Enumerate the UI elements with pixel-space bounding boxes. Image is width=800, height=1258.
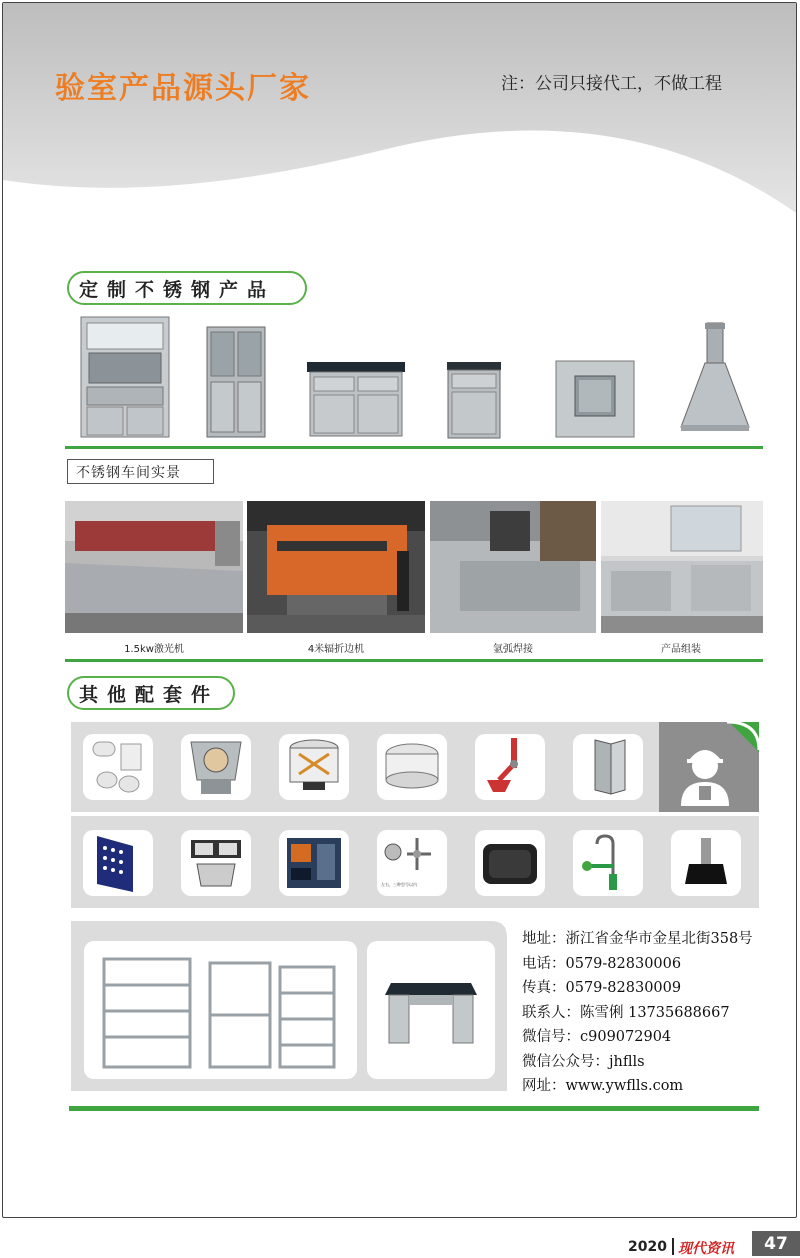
- contact-website[interactable]: 网址：www.ywflls.com: [522, 1078, 684, 1094]
- bending-machine-photo: [247, 501, 425, 633]
- reagent-cabinet-image: [206, 326, 266, 438]
- contact-fax: 传真：0579-82830009: [522, 980, 682, 996]
- exhaust-hood-image: [679, 321, 751, 433]
- worker-avatar-tile: [659, 722, 759, 812]
- workshop-title: 不锈钢车间实景: [67, 459, 214, 484]
- faucet-connectors-icon: [377, 830, 447, 896]
- caption-laser: 1.5kw激光机: [124, 644, 184, 655]
- header-wave: [3, 3, 797, 233]
- workbench-image: [367, 941, 495, 1079]
- green-divider-1: [65, 446, 763, 449]
- caption-assembly: 产品组装: [661, 644, 701, 655]
- laser-machine-photo: [65, 501, 243, 633]
- centrifugal-fan-icon: [181, 734, 251, 800]
- contact-phone: 电话：0579-82830006: [522, 955, 682, 972]
- contact-address: 地址：浙江省金华市金星北街358号: [522, 931, 753, 947]
- eyewash-icon: [573, 830, 643, 896]
- pvc-fittings-icon: [83, 734, 153, 800]
- workbench-card: [367, 941, 495, 1079]
- sink-basin-icon: [475, 830, 545, 896]
- leveling-foot-icon: [671, 830, 741, 896]
- tiny-caption: 左右，三种型号以内: [381, 882, 417, 887]
- control-panel-icon: [279, 830, 349, 896]
- contact-official-account: 微信公众号：jhflls: [522, 1053, 645, 1070]
- shelving-card: [84, 941, 357, 1079]
- green-divider-3: [69, 1106, 759, 1111]
- footer-magazine: 现代资讯: [678, 1241, 734, 1257]
- pipe-fan-icon: [279, 734, 349, 800]
- bench-cabinet-image: [306, 361, 406, 437]
- accessory-row-1: [71, 722, 759, 812]
- caption-welding: 氩弧焊接: [493, 644, 533, 655]
- welding-photo: [430, 501, 596, 633]
- header-note: 注：公司只接代工，不做工程: [501, 74, 722, 94]
- caption-bending: 4米辐折边机: [307, 644, 365, 655]
- page-title: 验室产品源头厂家: [55, 71, 311, 106]
- page-number: 47: [752, 1231, 800, 1256]
- section-title-accessories: 其他配套件: [67, 676, 235, 710]
- contact-person: 联系人：陈雪俐 13735688667: [522, 1004, 730, 1021]
- section-title-custom: 定制不锈钢产品: [67, 271, 307, 305]
- contact-block: [522, 927, 753, 1099]
- angle-profile-icon: [573, 734, 643, 800]
- page-frame: [2, 2, 797, 1218]
- contact-wechat: 微信号：c909072904: [522, 1029, 672, 1045]
- accessory-row-2: [71, 816, 759, 908]
- assembly-photo: [601, 501, 763, 633]
- drying-rack-icon: [83, 830, 153, 896]
- pass-box-image: [555, 360, 635, 438]
- footer-year: 2020: [628, 1239, 667, 1255]
- fume-hood-image: [79, 315, 171, 439]
- exhaust-arm-icon: [475, 734, 545, 800]
- fume-cup-icon: [377, 734, 447, 800]
- green-divider-2: [65, 659, 763, 662]
- power-socket-icon: [181, 830, 251, 896]
- shelving-image: [84, 941, 357, 1079]
- footer-separator: [672, 1238, 674, 1255]
- floor-cabinet-image: [446, 361, 502, 439]
